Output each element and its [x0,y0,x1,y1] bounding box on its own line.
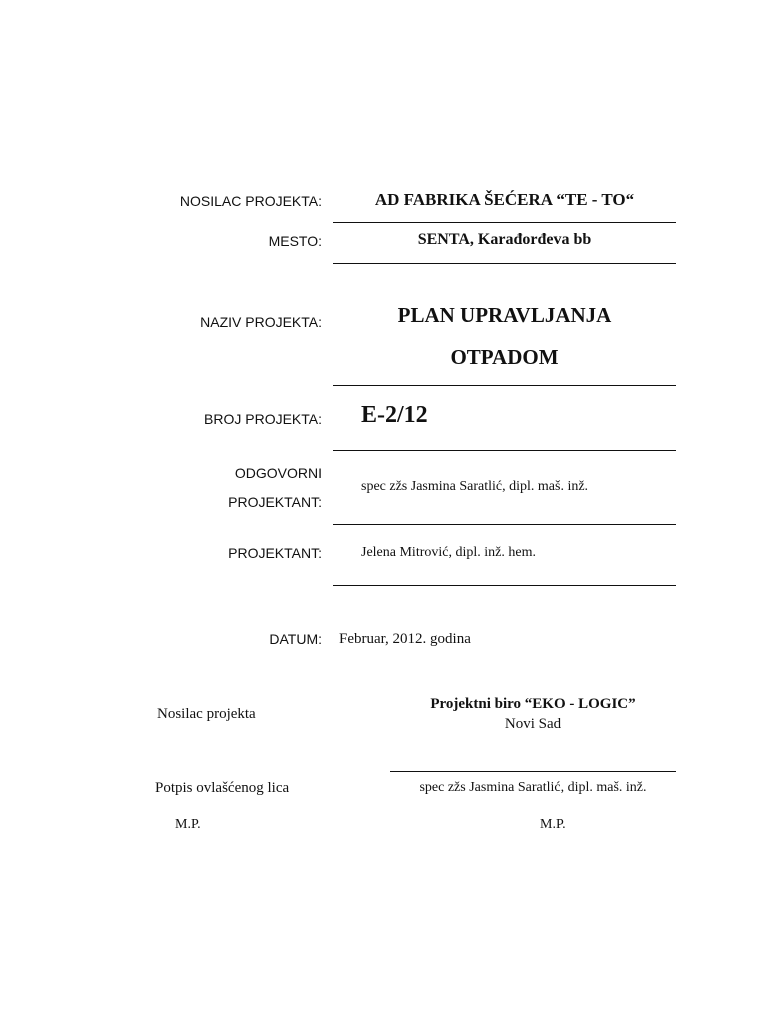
divider-projektant [333,585,676,586]
signature-left-stamp: M.P. [175,817,201,832]
label-nosilac-projekta: NOSILAC PROJEKTA: [179,193,322,209]
label-projektant: PROJEKTANT: [228,545,322,561]
value-broj-projekta: E-2/12 [361,402,428,428]
divider-broj [333,450,676,451]
value-datum: Februar, 2012. godina [339,631,471,647]
label-datum: DATUM: [269,631,322,647]
signature-right-title: Projektni biro “EKO - LOGIC” [430,696,636,712]
divider-mesto [333,263,676,264]
value-naziv-projekta-line2: OTPADOM [450,345,559,369]
label-odgovorni-line1: ODGOVORNI [234,465,322,481]
signature-right-city: Novi Sad [504,716,562,732]
divider-odgovorni [333,524,676,525]
signature-left-title: Nosilac projekta [157,706,256,722]
label-naziv-projekta: NAZIV PROJEKTA: [200,314,322,330]
value-nosilac-projekta: AD FABRIKA ŠEĆERA “TE - TO“ [374,190,635,209]
label-broj-projekta: BROJ PROJEKTA: [204,411,322,427]
signature-right-signer: spec zžs Jasmina Saratlić, dipl. maš. inž. [419,780,647,795]
label-odgovorni-line2: PROJEKTANT: [228,494,322,510]
divider-naziv [333,385,676,386]
value-mesto: SENTA, Karađorđeva bb [417,231,592,248]
value-projektant: Jelena Mitrović, dipl. inž. hem. [361,545,536,560]
value-naziv-projekta-line1: PLAN UPRAVLJANJA [397,303,612,327]
divider-nosilac [333,222,676,223]
signature-line [390,771,676,772]
label-mesto: MESTO: [268,233,322,249]
signature-right-stamp: M.P. [540,817,566,832]
value-odgovorni-projektant: spec zžs Jasmina Saratlić, dipl. maš. inž. [361,479,589,494]
signature-left-label: Potpis ovlašćenog lica [155,780,290,796]
